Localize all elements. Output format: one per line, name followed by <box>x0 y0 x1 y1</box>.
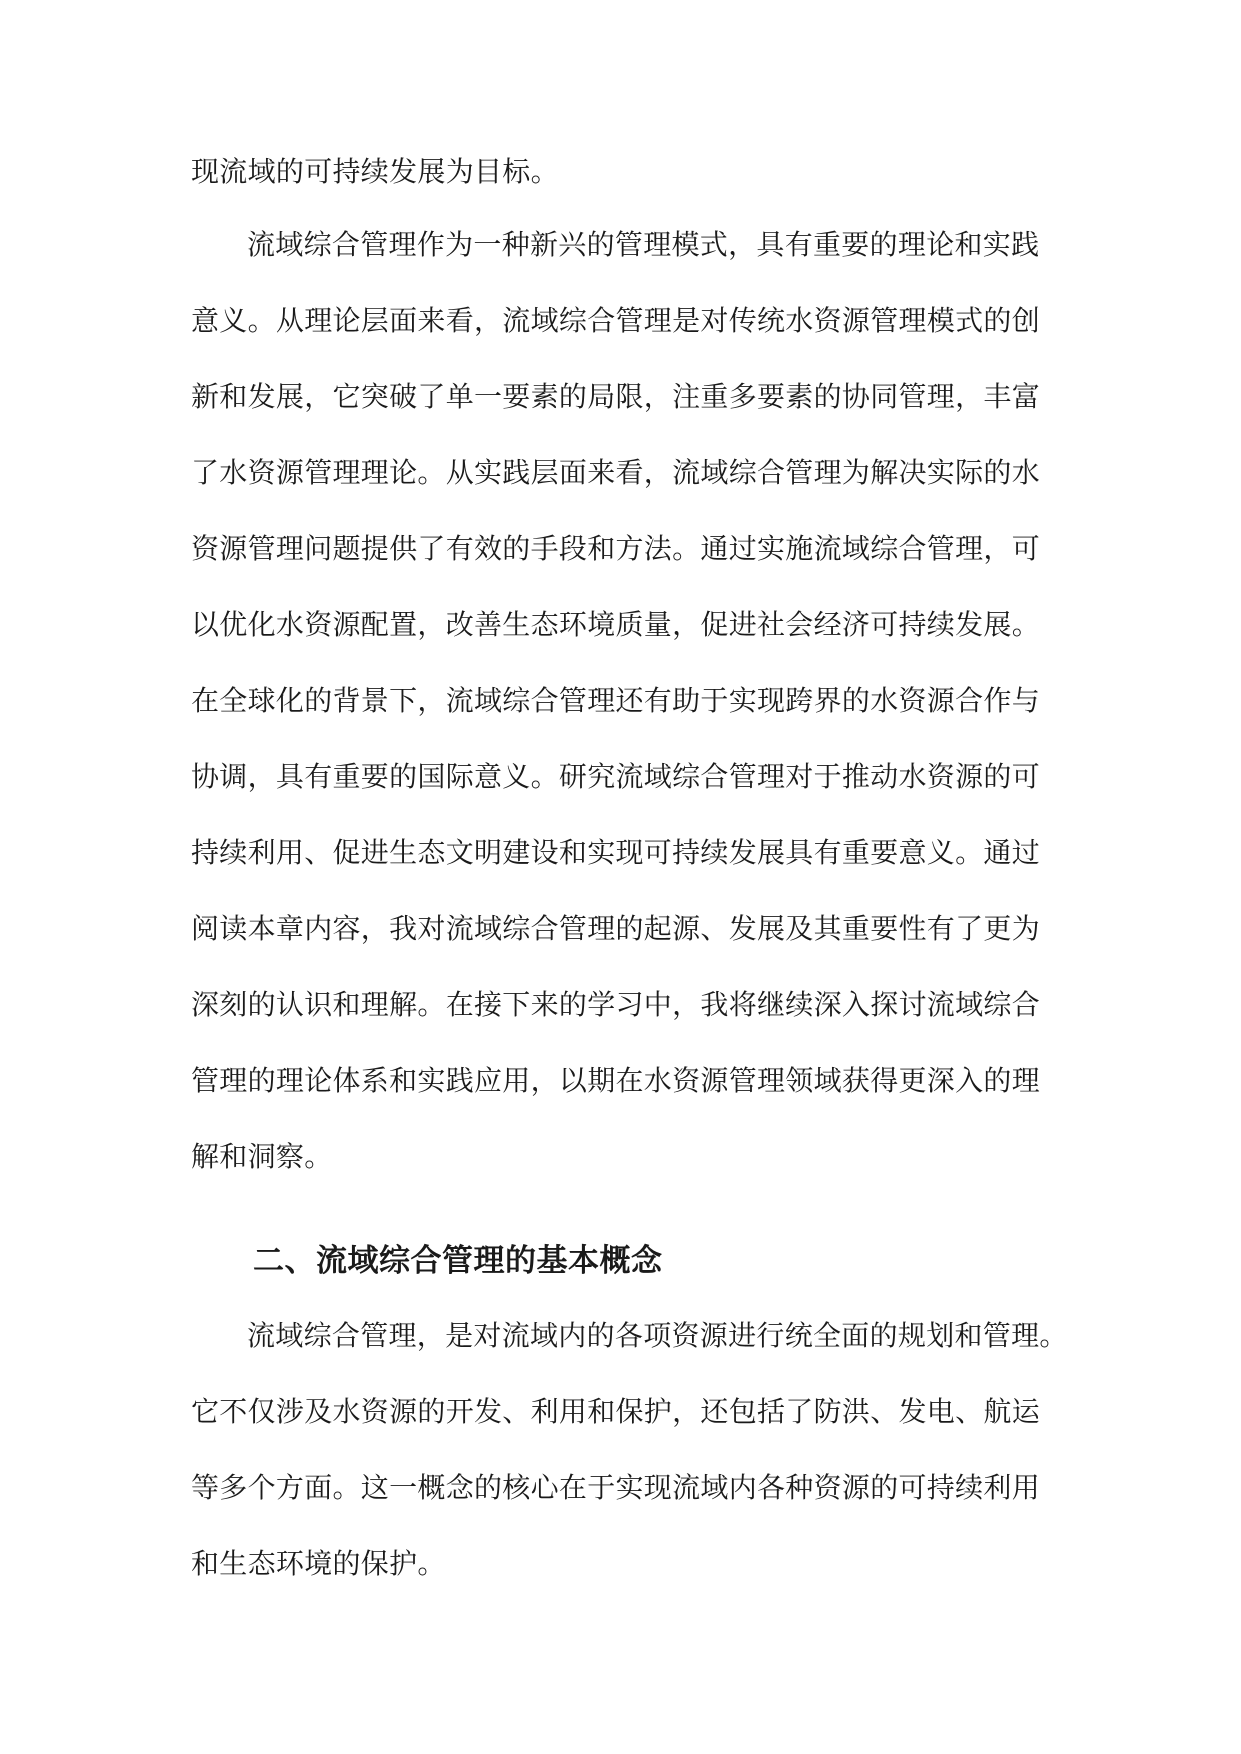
paragraph-line: 等多个方面。这一概念的核心在于实现流域内各种资源的可持续利用 <box>191 1471 1041 1504</box>
paragraph-line: 新和发展，它突破了单一要素的局限，注重多要素的协同管理，丰富 <box>191 380 1041 413</box>
paragraph-line: 阅读本章内容，我对流域综合管理的起源、发展及其重要性有了更为 <box>191 912 1041 945</box>
paragraph-line: 在全球化的背景下，流域综合管理还有助于实现跨界的水资源合作与 <box>191 684 1041 717</box>
paragraph-line: 和生态环境的保护。 <box>191 1547 446 1580</box>
paragraph-line: 持续利用、促进生态文明建设和实现可持续发展具有重要意义。通过 <box>191 836 1041 869</box>
paragraph-line: 意义。从理论层面来看，流域综合管理是对传统水资源管理模式的创 <box>191 304 1041 337</box>
paragraph-line: 深刻的认识和理解。在接下来的学习中，我将继续深入探讨流域综合 <box>191 988 1041 1021</box>
paragraph-line: 解和洞察。 <box>191 1140 333 1173</box>
paragraph-line: 它不仅涉及水资源的开发、利用和保护，还包括了防洪、发电、航运 <box>191 1395 1041 1428</box>
paragraph-line: 资源管理问题提供了有效的手段和方法。通过实施流域综合管理，可 <box>191 532 1041 565</box>
paragraph-line: 协调，具有重要的国际意义。研究流域综合管理对于推动水资源的可 <box>191 760 1041 793</box>
intro-tail-line: 现流域的可持续发展为目标。 <box>191 155 559 188</box>
section-heading: 二、流域综合管理的基本概念 <box>253 1243 663 1279</box>
paragraph-line: 了水资源管理理论。从实践层面来看，流域综合管理为解决实际的水 <box>191 456 1041 489</box>
paragraph-line: 流域综合管理，是对流域内的各项资源进行统全面的规划和管理。 <box>247 1319 1068 1352</box>
paragraph-line: 流域综合管理作为一种新兴的管理模式，具有重要的理论和实践 <box>247 228 1040 261</box>
paragraph-line: 管理的理论体系和实践应用，以期在水资源管理领域获得更深入的理 <box>191 1064 1041 1097</box>
paragraph-line: 以优化水资源配置，改善生态环境质量，促进社会经济可持续发展。 <box>191 608 1041 641</box>
